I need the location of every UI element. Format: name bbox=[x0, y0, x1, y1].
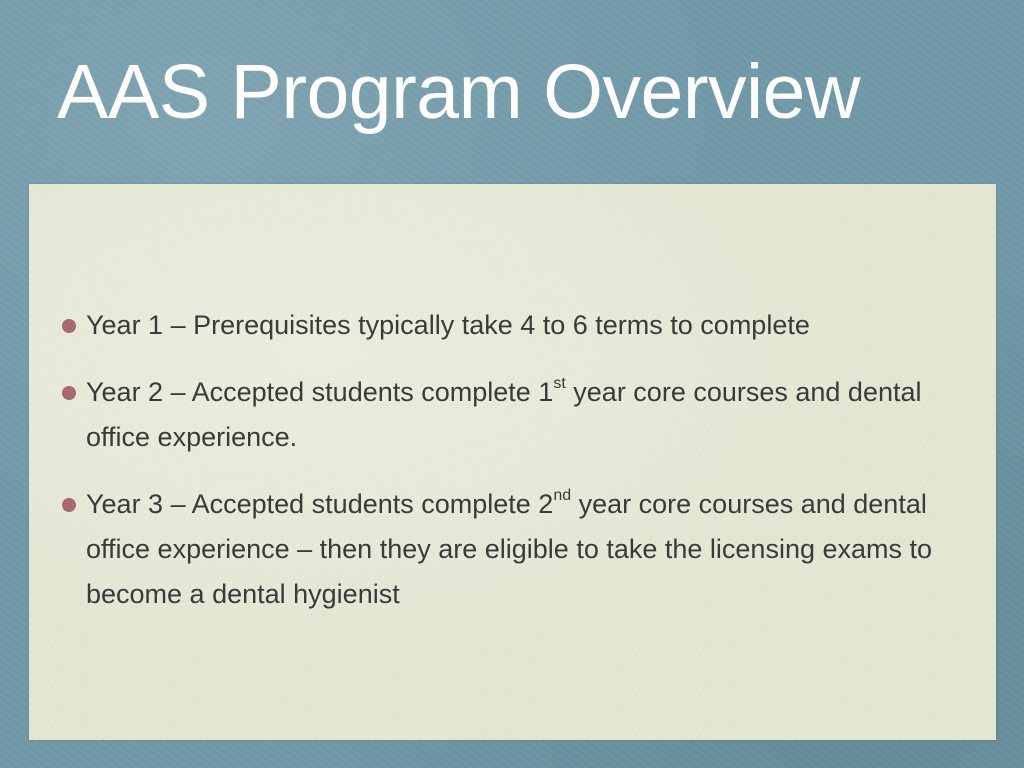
bullet-text bbox=[86, 310, 810, 340]
bullet-item-year-3 bbox=[29, 482, 996, 617]
bullet-text-rest: year core courses and dental office experience. bbox=[86, 377, 922, 452]
bullet-text bbox=[86, 489, 932, 609]
bullet-dot-icon bbox=[62, 498, 76, 512]
bullet-text-main: Year 1 – Prerequisites typically take 4 to 6 terms to complete bbox=[86, 310, 810, 340]
bullet-text-main: Year 3 – Accepted students complete 2 bbox=[86, 489, 554, 519]
ordinal-suffix: st bbox=[553, 375, 566, 392]
bullet-text-rest: year core courses and dental office experience – then they are eligible to take the licensing exams to become a dental hygienist bbox=[86, 489, 933, 609]
bullet-item-year-1 bbox=[29, 303, 996, 348]
slide-title: AAS Program Overview bbox=[57, 49, 861, 135]
bullet-text bbox=[86, 377, 922, 452]
bullet-list bbox=[29, 303, 996, 639]
bullet-dot-icon bbox=[62, 319, 76, 333]
bullet-item-year-2 bbox=[29, 370, 996, 460]
bullet-text-main: Year 2 – Accepted students complete 1 bbox=[86, 377, 554, 407]
ordinal-suffix: nd bbox=[553, 487, 572, 504]
bullet-dot-icon bbox=[62, 386, 76, 400]
content-panel bbox=[29, 184, 996, 740]
